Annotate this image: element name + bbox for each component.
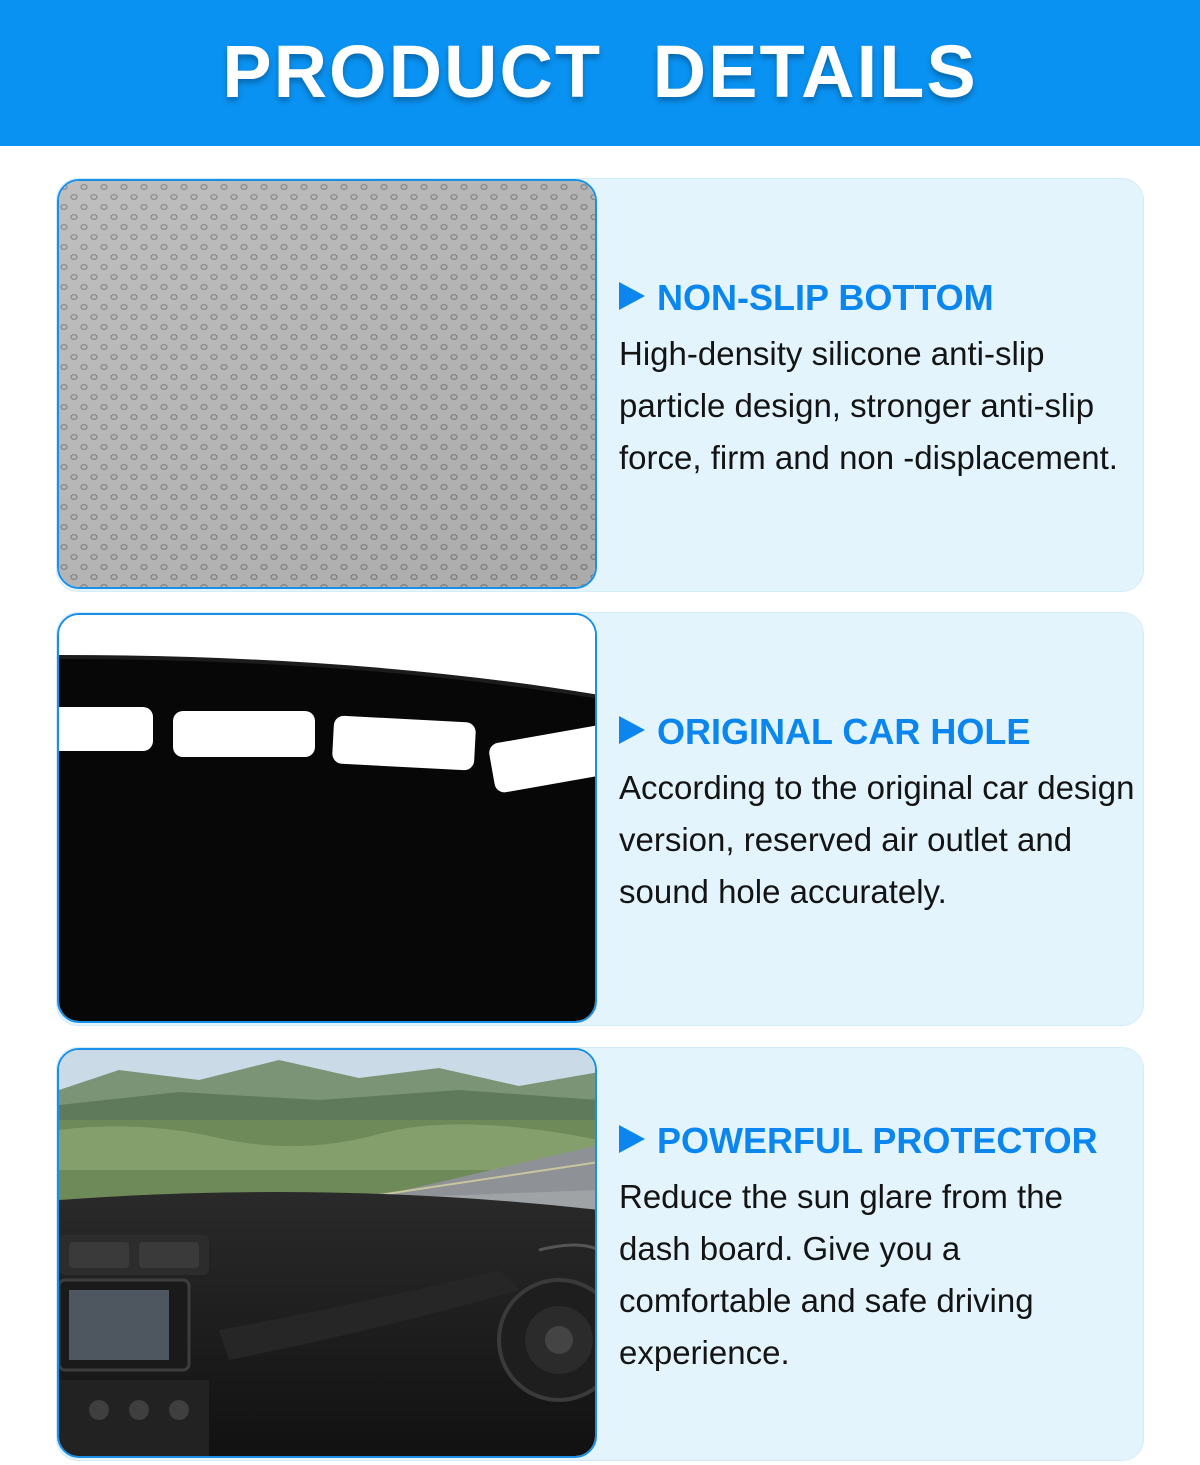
feature-heading	[619, 710, 1139, 754]
triangle-right-icon	[619, 1119, 645, 1163]
triangle-right-icon	[619, 710, 645, 754]
triangle-right-icon	[619, 276, 645, 320]
header-banner	[0, 0, 1200, 146]
feature-heading-label: POWERFUL PROTECTOR	[657, 1120, 1098, 1161]
feature-heading	[619, 276, 1139, 320]
feature-description: High-density silicone anti-slip particle design, stronger anti-slip force, firm and non -displacement.	[619, 335, 1118, 476]
feature-description: According to the original car design version, reserved air outlet and sound hole accurately.	[619, 769, 1135, 910]
non-slip-bottom-image	[57, 179, 597, 589]
feature-card-protector	[56, 1047, 1144, 1461]
feature-card-non-slip	[56, 178, 1144, 592]
feature-description: Reduce the sun glare from the dash board. Give you a comfortable and safe driving experience.	[619, 1178, 1063, 1371]
feature-heading	[619, 1119, 1139, 1163]
feature-heading-label: NON-SLIP BOTTOM	[657, 277, 994, 318]
feature-heading-label: ORIGINAL CAR HOLE	[657, 711, 1031, 752]
powerful-protector-image	[57, 1048, 597, 1458]
page-title: PRODUCT DETAILS	[222, 29, 978, 113]
original-car-hole-image	[57, 613, 597, 1023]
feature-card-car-hole	[56, 612, 1144, 1026]
